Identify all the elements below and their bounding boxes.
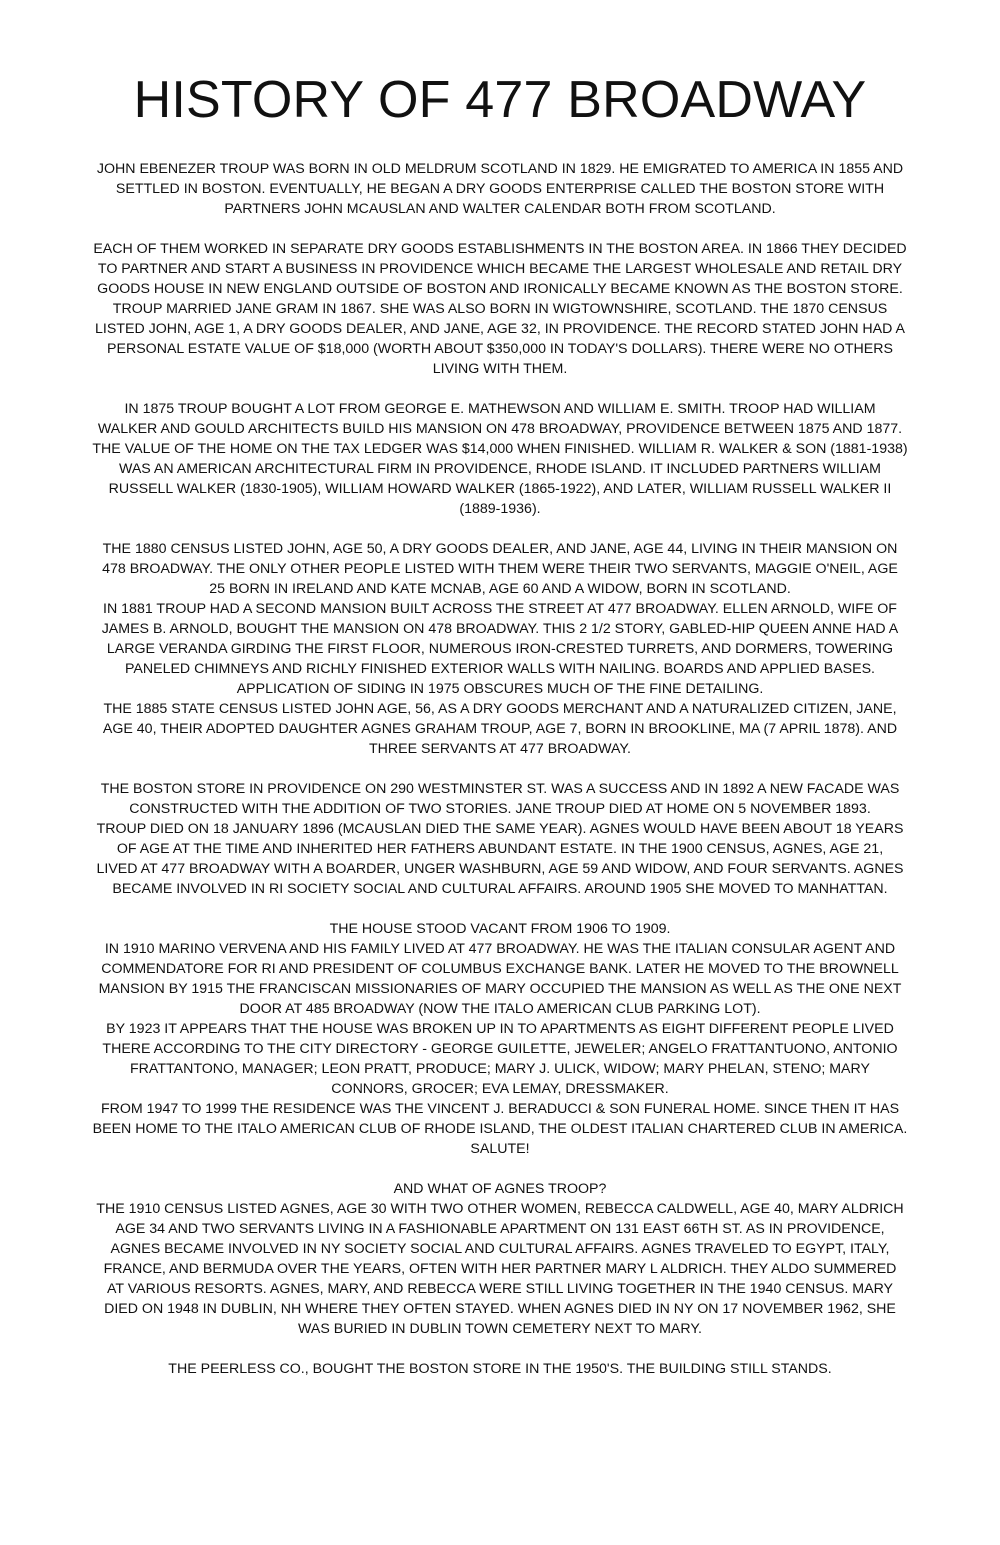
paragraph-gap — [58, 1339, 942, 1359]
text-line: THREE SERVANTS AT 477 BROADWAY. — [368, 741, 632, 757]
page-title: HISTORY OF 477 BROADWAY — [133, 71, 867, 129]
text-line: WALKER AND GOULD ARCHITECTS BUILD HIS MANSION ON 478 BROADWAY, PROVIDENCE BETWEEN 1875 AND 1877. — [97, 421, 903, 437]
text-line: LISTED JOHN, AGE 1, A DRY GOODS DEALER, AND JANE, AGE 32, IN PROVIDENCE. THE RECORD STATED JOHN HAD A — [95, 321, 905, 337]
text-line: OF AGE AT THE TIME AND INHERITED HER FATHERS ABUNDANT ESTATE. IN THE 1900 CENSUS, AGNES, AGE 21, — [116, 841, 884, 857]
text-line: MANSION BY 1915 THE FRANCISCAN MISSIONARIES OF MARY OCCUPIED THE MANSION AS WELL AS THE ONE NEXT — [98, 981, 902, 997]
text-line: WAS BURIED IN DUBLIN TOWN CEMETERY NEXT TO MARY. — [298, 1321, 702, 1337]
paragraph-gap — [58, 219, 942, 239]
text-line: AND WHAT OF AGNES TROOP? — [393, 1181, 607, 1197]
text-line: PARTNERS JOHN MCAUSLAN AND WALTER CALENDAR BOTH FROM SCOTLAND. — [224, 201, 776, 217]
text-line: RUSSELL WALKER (1830-1905), WILLIAM HOWARD WALKER (1865-1922), AND LATER, WILLIAM RUSSELL WALKER II — [108, 481, 892, 497]
text-line: IN 1910 MARINO VERVENA AND HIS FAMILY LIVED AT 477 BROADWAY. HE WAS THE ITALIAN CONSULAR AGENT AND — [104, 941, 896, 957]
text-line: FRATTANTONO, MANAGER; LEON PRATT, PRODUCE; MARY J. ULICK, WIDOW; MARY PHELAN, STENO; MARY — [130, 1061, 870, 1077]
text-line: SALUTE! — [470, 1141, 530, 1157]
text-line: AGE 40, THEIR ADOPTED DAUGHTER AGNES GRAHAM TROUP, AGE 7, BORN IN BROOKLINE, MA (7 APRIL 1878). AND — [102, 721, 898, 737]
text-line: LIVING WITH THEM. — [432, 361, 568, 377]
text-line: TROUP DIED ON 18 JANUARY 1896 (MCAUSLAN DIED THE SAME YEAR). AGNES WOULD HAVE BEEN ABOUT 18 YEARS — [96, 821, 904, 837]
paragraph-gap — [58, 899, 942, 919]
text-line: THE VALUE OF THE HOME ON THE TAX LEDGER WAS $14,000 WHEN FINISHED. WILLIAM R. WALKER & SON (1881-1938) — [92, 441, 908, 457]
text-line: BEEN HOME TO THE ITALO AMERICAN CLUB OF RHODE ISLAND, THE OLDEST ITALIAN CHARTERED CLUB IN AMERICA. — [92, 1121, 908, 1137]
paragraph-gap — [58, 379, 942, 399]
text-line: FROM 1947 TO 1999 THE RESIDENCE WAS THE VINCENT J. BERADUCCI & SON FUNERAL HOME. SINCE THEN IT HAS — [100, 1101, 900, 1117]
text-line: TO PARTNER AND START A BUSINESS IN PROVIDENCE WHICH BECAME THE LARGEST WHOLESALE AND RETAIL DRY — [97, 261, 903, 277]
text-line: CONSTRUCTED WITH THE ADDITION OF TWO STORIES. JANE TROUP DIED AT HOME ON 5 NOVEMBER 1893. — [129, 801, 871, 817]
paragraph-gap — [58, 519, 942, 539]
text-line: LIVED AT 477 BROADWAY WITH A BOARDER, UNGER WASHBURN, AGE 59 AND WIDOW, AND FOUR SERVANTS. AGNES — [96, 861, 904, 877]
text-line: EACH OF THEM WORKED IN SEPARATE DRY GOODS ESTABLISHMENTS IN THE BOSTON AREA. IN 1866 THEY DECIDED — [93, 241, 907, 257]
text-line: COMMENDATORE FOR RI AND PRESIDENT OF COLUMBUS EXCHANGE BANK. LATER HE MOVED TO THE BROWNELL — [101, 961, 899, 977]
text-line: THE HOUSE STOOD VACANT FROM 1906 TO 1909. — [329, 921, 671, 937]
text-line: JOHN EBENEZER TROUP WAS BORN IN OLD MELDRUM SCOTLAND IN 1829. HE EMIGRATED TO AMERICA IN 1855 AND — [96, 161, 904, 177]
text-line: 478 BROADWAY. THE ONLY OTHER PEOPLE LISTED WITH THEM WERE THEIR TWO SERVANTS, MAGGIE O'NEIL, AGE — [102, 561, 898, 577]
text-line: THE PEERLESS CO., BOUGHT THE BOSTON STORE IN THE 1950'S. THE BUILDING STILL STANDS. — [168, 1361, 832, 1377]
text-line: THE 1910 CENSUS LISTED AGNES, AGE 30 WITH TWO OTHER WOMEN, REBECCA CALDWELL, AGE 40, MARY ALDRICH — [96, 1201, 904, 1217]
text-line: GOODS HOUSE IN NEW ENGLAND OUTSIDE OF BOSTON AND IRONICALLY BECAME KNOWN AS THE BOSTON STORE. — [97, 281, 903, 297]
text-line: THE BOSTON STORE IN PROVIDENCE ON 290 WESTMINSTER ST. WAS A SUCCESS AND IN 1892 A NEW FACADE WAS — [100, 781, 900, 797]
text-line: PANELED CHIMNEYS AND RICHLY FINISHED EXTERIOR WALLS WITH NAILING. BOARDS AND APPLIED BASES. — [124, 661, 875, 677]
text-line: THE 1885 STATE CENSUS LISTED JOHN AGE, 56, AS A DRY GOODS MERCHANT AND A NATURALIZED CITIZEN, JANE, — [103, 701, 897, 717]
text-line: IN 1881 TROUP HAD A SECOND MANSION BUILT ACROSS THE STREET AT 477 BROADWAY. ELLEN ARNOLD, WIFE OF — [103, 601, 897, 617]
text-line: FRANCE, AND BERMUDA OVER THE YEARS, OFTEN WITH HER PARTNER MARY L ALDRICH. THEY ALDO SUMMERED — [103, 1261, 897, 1277]
text-line: DIED ON 1948 IN DUBLIN, NH WHERE THEY OFTEN STAYED. WHEN AGNES DIED IN NY ON 17 NOVEMBER 1962, SHE — [104, 1301, 896, 1317]
text-line: AGE 34 AND TWO SERVANTS LIVING IN A FASHIONABLE APARTMENT ON 131 EAST 66TH ST. AS IN PROVIDENCE, — [115, 1221, 885, 1237]
document-body — [58, 159, 942, 1379]
text-line: THE 1880 CENSUS LISTED JOHN, AGE 50, A DRY GOODS DEALER, AND JANE, AGE 44, LIVING IN THEIR MANSION ON — [102, 541, 898, 557]
paragraph-gap — [58, 759, 942, 779]
text-line: AGNES BECAME INVOLVED IN NY SOCIETY SOCIAL AND CULTURAL AFFAIRS. AGNES TRAVELED TO EGYPT, ITALY, — [110, 1241, 890, 1257]
text-line: APPLICATION OF SIDING IN 1975 OBSCURES MUCH OF THE FINE DETAILING. — [236, 681, 764, 697]
text-line: PERSONAL ESTATE VALUE OF $18,000 (WORTH ABOUT $350,000 IN TODAY'S DOLLARS). THERE WERE NO OTHERS — [107, 341, 893, 357]
text-line: IN 1875 TROUP BOUGHT A LOT FROM GEORGE E. MATHEWSON AND WILLIAM E. SMITH. TROOP HAD WILLIAM — [124, 401, 876, 417]
text-line: CONNORS, GROCER; EVA LEMAY, DRESSMAKER. — [331, 1081, 669, 1097]
text-line: (1889-1936). — [459, 501, 541, 517]
text-line: SETTLED IN BOSTON. EVENTUALLY, HE BEGAN A DRY GOODS ENTERPRISE CALLED THE BOSTON STORE WITH — [115, 181, 885, 197]
text-line: THERE ACCORDING TO THE CITY DIRECTORY - GEORGE GUILETTE, JEWELER; ANGELO FRATTANTUONO, ANTONIO — [102, 1041, 898, 1057]
text-line: 25 BORN IN IRELAND AND KATE MCNAB, AGE 60 AND A WIDOW, BORN IN SCOTLAND. — [209, 581, 791, 597]
text-line: AT VARIOUS RESORTS. AGNES, MARY, AND REBECCA WERE STILL LIVING TOGETHER IN THE 1940 CENSUS. MARY — [106, 1281, 894, 1297]
text-line: JAMES B. ARNOLD, BOUGHT THE MANSION ON 478 BROADWAY. THIS 2 1/2 STORY, GABLED-HIP QUEEN ANNE HAD A — [101, 621, 899, 637]
text-line: TROUP MARRIED JANE GRAM IN 1867. SHE WAS ALSO BORN IN WIGTOWNSHIRE, SCOTLAND. THE 1870 CENSUS — [112, 301, 888, 317]
text-line: BECAME INVOLVED IN RI SOCIETY SOCIAL AND CULTURAL AFFAIRS. AROUND 1905 SHE MOVED TO MANHATTAN. — [112, 881, 888, 897]
text-line: LARGE VERANDA GIRDING THE FIRST FLOOR, NUMEROUS IRON-CRESTED TURRETS, AND DORMERS, TOWERING — [106, 641, 894, 657]
text-line: DOOR AT 485 BROADWAY (NOW THE ITALO AMERICAN CLUB PARKING LOT). — [239, 1001, 761, 1017]
paragraph-gap — [58, 1159, 942, 1179]
text-line: WAS AN AMERICAN ARCHITECTURAL FIRM IN PROVIDENCE, RHODE ISLAND. IT INCLUDED PARTNERS WILLIAM — [118, 461, 882, 477]
text-line: BY 1923 IT APPEARS THAT THE HOUSE WAS BROKEN UP IN TO APARTMENTS AS EIGHT DIFFERENT PEOPLE LIVED — [106, 1021, 894, 1037]
